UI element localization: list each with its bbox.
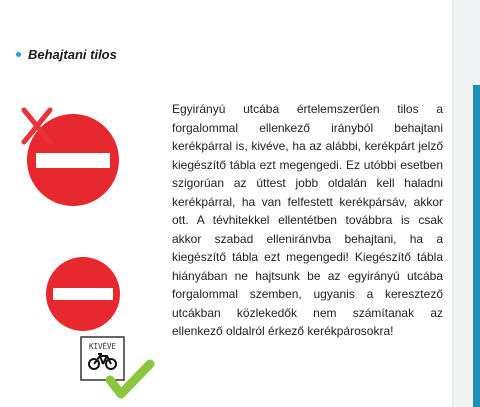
exception-plate-text: KIVÉVE xyxy=(88,342,117,351)
section-title: Behajtani tilos xyxy=(28,47,117,62)
article-paragraph: Egyirányú utcába értelemszerűen tilos a forgalommal ellenkező irányból behajtani kerékpárral is, kivéve, ha az alábbi, kerékpárt jelző kiegészítő tábla ezt megengedi. Ez utóbbi esetben szigorúan az úttest jobb oldalán kell haladni kerékpárral, ha van felfestett kerékpársáv, akkor ott. A tévhitekkel ellentétben továbbra is csak akkor szabad elleniránvba behajtani, ha a kiegészítő tábla ezt megengedi! Kiegészítő tábla hiányában ne hajtsunk be az egyirányú utcába forgalommal szemben, ugyanis a keresztező utcákban közlekedők nem számítanak az ellenkező oldalról érkező kerékpárosokra! xyxy=(172,102,443,338)
no-entry-sign-icon xyxy=(46,257,120,331)
right-sidebar-gutter xyxy=(452,0,480,407)
bullet-icon xyxy=(16,52,21,57)
gutter-divider xyxy=(452,0,453,407)
section-heading-row xyxy=(16,47,117,62)
sidebar-accent-bar xyxy=(473,85,480,407)
traffic-signs-illustration xyxy=(18,100,168,407)
exception-plate xyxy=(81,337,124,380)
